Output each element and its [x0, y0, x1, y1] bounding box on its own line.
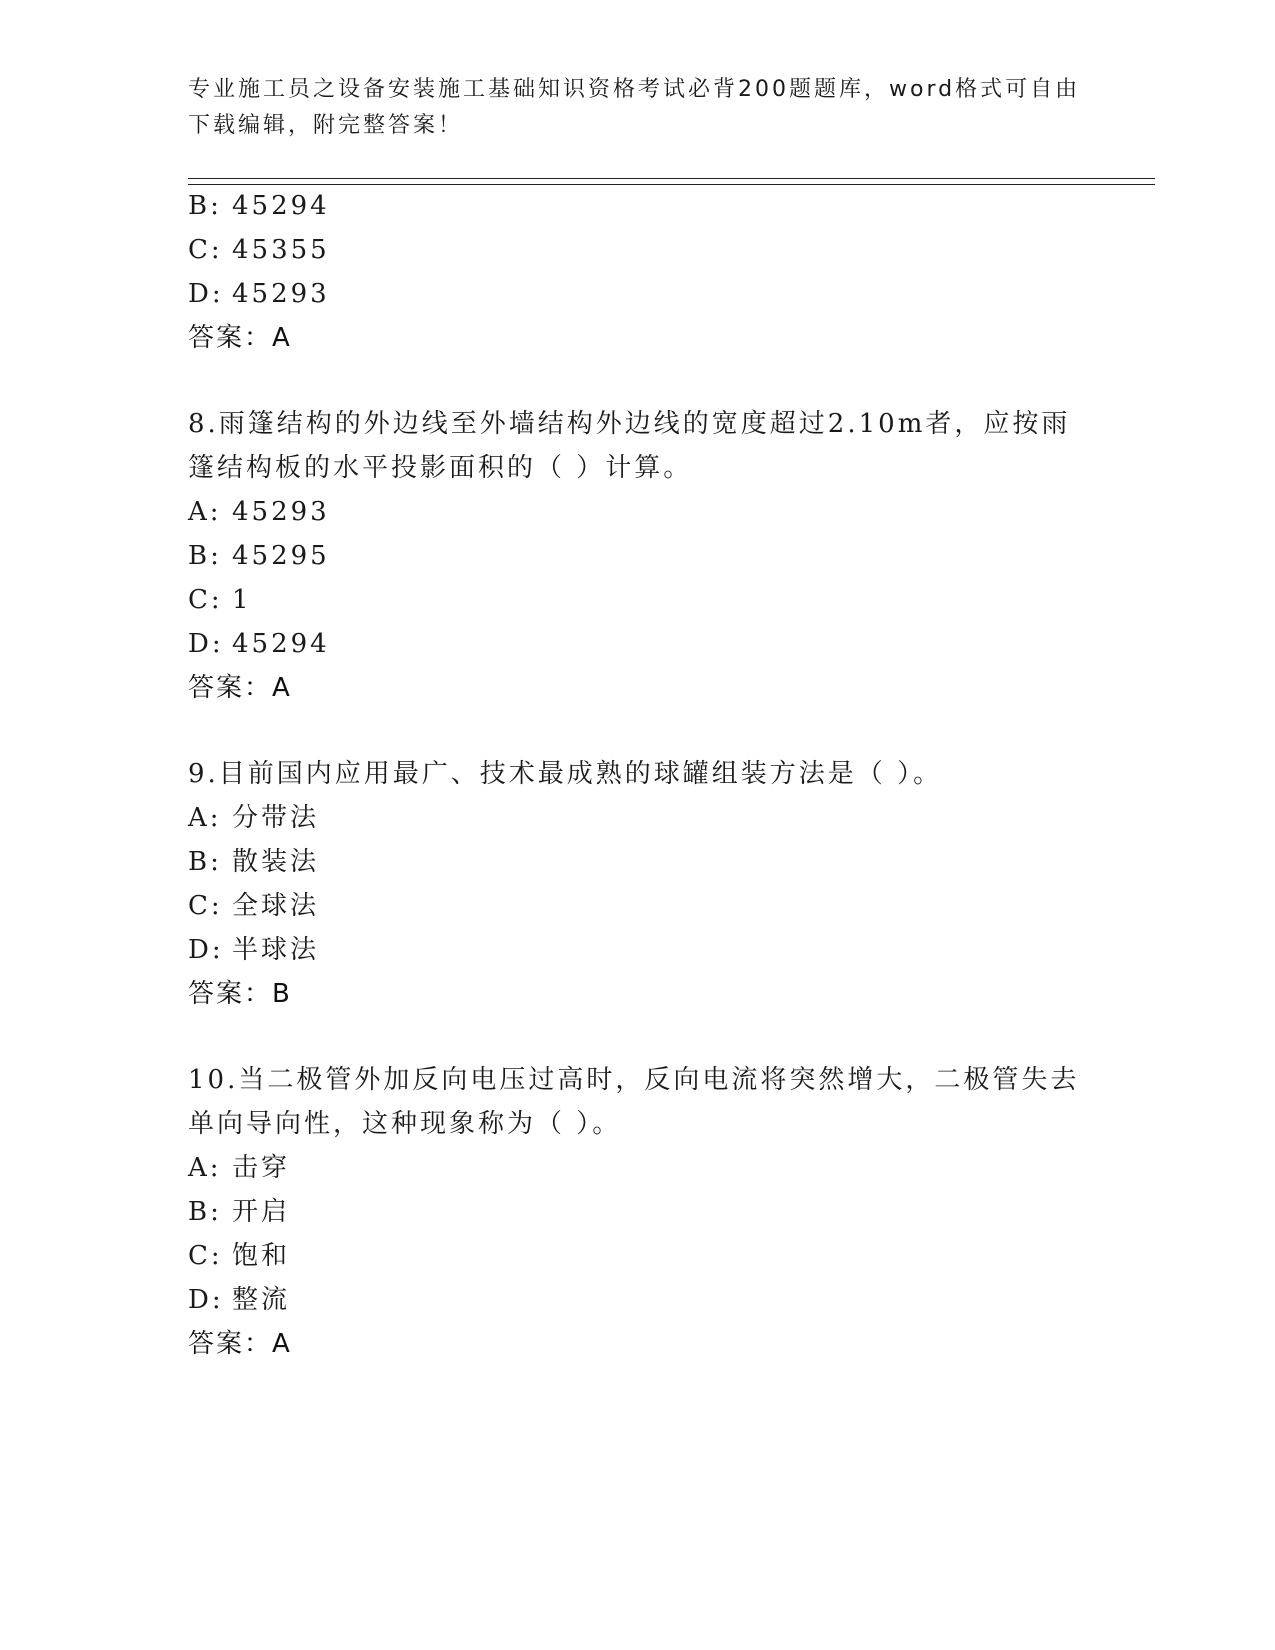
q10-option-c: [188, 1236, 1088, 1276]
option-text: 45293: [232, 497, 330, 527]
q9-option-c: [188, 886, 1088, 926]
option-text: 全球法: [232, 891, 320, 921]
option-letter: B:: [188, 541, 222, 571]
q8-stem-line-1: 8.雨篷结构的外边线至外墙结构外边线的宽度超过2.10m者，应按雨: [188, 409, 1071, 439]
option-letter: C:: [188, 891, 223, 921]
option-letter: D:: [188, 279, 224, 309]
header-divider-top: [188, 178, 1155, 179]
option-text: 1: [232, 585, 252, 615]
q9-option-b: [188, 842, 1088, 882]
option-text: 45355: [232, 235, 330, 265]
q10-answer: 答案：A: [188, 1329, 292, 1359]
q8-stem-line-2: 篷结构板的水平投影面积的（ ）计算。: [188, 453, 693, 483]
option-text: 45293: [232, 279, 330, 309]
q8-option-d: [188, 624, 1088, 664]
document-header: [188, 72, 1088, 144]
option-text: 45294: [232, 191, 330, 221]
option-letter: A:: [188, 497, 222, 527]
option-letter: C:: [188, 235, 223, 265]
option-letter: B:: [188, 191, 222, 221]
q10-option-b: [188, 1192, 1088, 1232]
q8-option-c: [188, 580, 1088, 620]
option-letter: B:: [188, 1197, 222, 1227]
q9-option-d: [188, 930, 1088, 970]
q10-stem-line-2: 单向导向性，这种现象称为（ ）。: [188, 1109, 622, 1139]
prev-answer: 答案：A: [188, 323, 292, 353]
prev-option-d: [188, 274, 1088, 314]
option-letter: B:: [188, 847, 222, 877]
option-letter: C:: [188, 585, 223, 615]
q10-option-d: [188, 1280, 1088, 1320]
option-letter: D:: [188, 629, 224, 659]
option-text: 饱和: [232, 1241, 291, 1271]
q8-answer: 答案：A: [188, 673, 292, 703]
option-letter: D:: [188, 935, 224, 965]
prev-option-b: [188, 186, 1088, 226]
option-text: 开启: [232, 1197, 291, 1227]
q9-answer: 答案：B: [188, 979, 292, 1009]
option-text: 45295: [232, 541, 330, 571]
q10-stem-line-1: 10.当二极管外加反向电压过高时，反向电流将突然增大，二极管失去: [188, 1065, 1080, 1095]
header-divider-bottom: [188, 184, 1155, 185]
option-letter: D:: [188, 1285, 224, 1315]
q9-option-a: [188, 798, 1088, 838]
q8-option-a: [188, 492, 1088, 532]
prev-option-c: [188, 230, 1088, 270]
header-line-1: 专业施工员之设备安装施工基础知识资格考试必背200题题库，word格式可自由: [188, 77, 1081, 102]
option-letter: A:: [188, 803, 222, 833]
option-letter: A:: [188, 1153, 222, 1183]
option-text: 45294: [232, 629, 330, 659]
option-text: 整流: [232, 1285, 291, 1315]
q8-option-b: [188, 536, 1088, 576]
option-text: 半球法: [232, 935, 320, 965]
header-line-2: 下载编辑，附完整答案！: [188, 113, 464, 138]
q9-stem-line-1: 9.目前国内应用最广、技术最成熟的球罐组装方法是（ ）。: [188, 759, 943, 789]
q10-option-a: [188, 1148, 1088, 1188]
option-text: 分带法: [232, 803, 320, 833]
option-text: 散装法: [232, 847, 320, 877]
option-text: 击穿: [232, 1153, 291, 1183]
option-letter: C:: [188, 1241, 223, 1271]
